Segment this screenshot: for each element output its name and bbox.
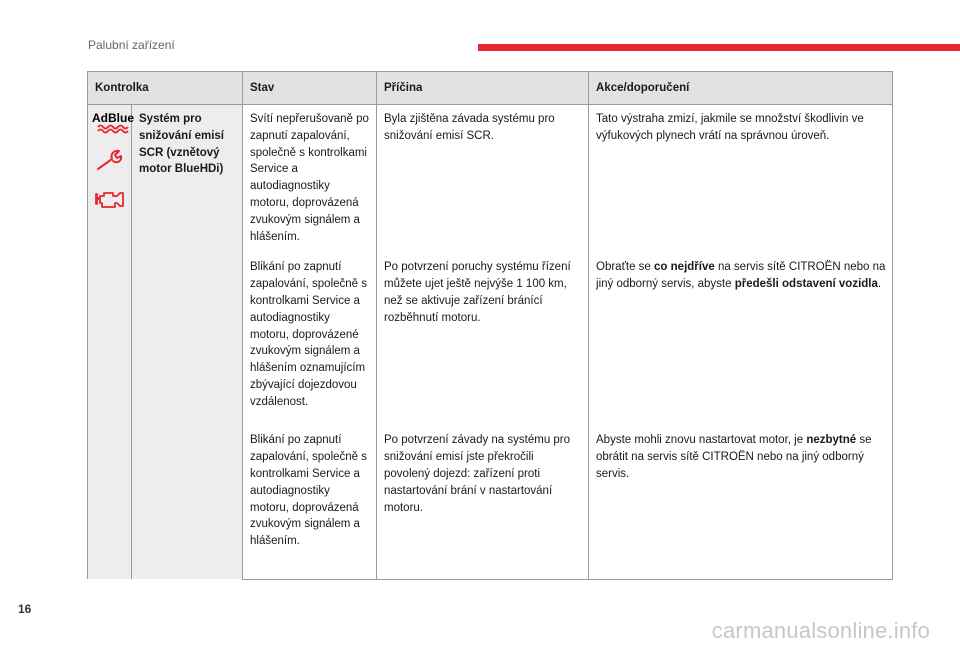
action-cell: Tato výstraha zmizí, jakmile se množství škodlivin ve výfukových plynech vrátí na správnou úroveň. (589, 105, 893, 254)
action-emphasis: co nejdříve (654, 261, 715, 274)
section-title: Palubní zařízení (88, 38, 175, 52)
column-header-kontrolka: Kontrolka (88, 72, 243, 105)
header-accent-bar (478, 44, 960, 51)
cause-cell: Po potvrzení závady na systému pro snižování emisí jste překročili povolený dojezd: zařízení proti nastartování brání v nastartování motoru. (377, 426, 589, 579)
action-text: . (877, 278, 882, 291)
state-cell: Blikání po zapnutí zapalování, společně s kontrolkami Service a autodiagnostiky motoru, doprovázené zvukovým signálem a hlášením oznamujícím zbývající dojezdovou vzdálenost. (243, 253, 377, 426)
engine-icon (95, 187, 127, 211)
cause-cell: Po potvrzení poruchy systému řízení můžete ujet ještě nejvýše 1 100 km, než se aktivuje zařízení bránící rozběhnutí motoru. (377, 253, 589, 426)
table-row (88, 105, 893, 254)
column-header-stav: Stav (243, 72, 377, 105)
action-text: se obrátit na servis sítě CITROËN nebo na jiný odborný servis. (596, 434, 872, 480)
adblue-icon (92, 111, 134, 133)
state-cell: Blikání po zapnutí zapalování, společně s kontrolkami Service a autodiagnostiky motoru, doprovázená zvukovým signálem a hlášením. (243, 426, 377, 579)
action-emphasis: předešli odstavení vozidla (734, 278, 878, 291)
warning-lights-table (87, 71, 893, 580)
table-header-row (88, 72, 893, 105)
warning-icons-cell (88, 105, 132, 580)
wrench-icon (95, 147, 125, 173)
action-text: Abyste mohli znovu nastartovat motor, je (596, 434, 807, 447)
action-cell (589, 253, 893, 426)
column-header-pricina: Příčina (377, 72, 589, 105)
action-text: na servis sítě CITROËN nebo na jiný odborný servis, abyste (596, 261, 886, 291)
state-cell: Svítí nepřerušovaně po zapnutí zapalování, společně s kontrolkami Service a autodiagnostiky motoru, doprovázená zvukovým signálem a hlášením. (243, 105, 377, 254)
system-name-cell: Systém pro snižování emisí SCR (vznětový motor BlueHDi) (132, 105, 243, 580)
svg-text:AdBlue: AdBlue (92, 111, 134, 125)
action-cell (589, 426, 893, 579)
column-header-akce: Akce/doporučení (589, 72, 893, 105)
action-text: Obraťte se (596, 261, 655, 274)
page-number: 16 (18, 602, 32, 616)
action-emphasis: nezbytné (806, 434, 857, 447)
watermark: carmanualsonline.info (711, 618, 930, 643)
cause-cell: Byla zjištěna závada systému pro snižování emisí SCR. (377, 105, 589, 254)
